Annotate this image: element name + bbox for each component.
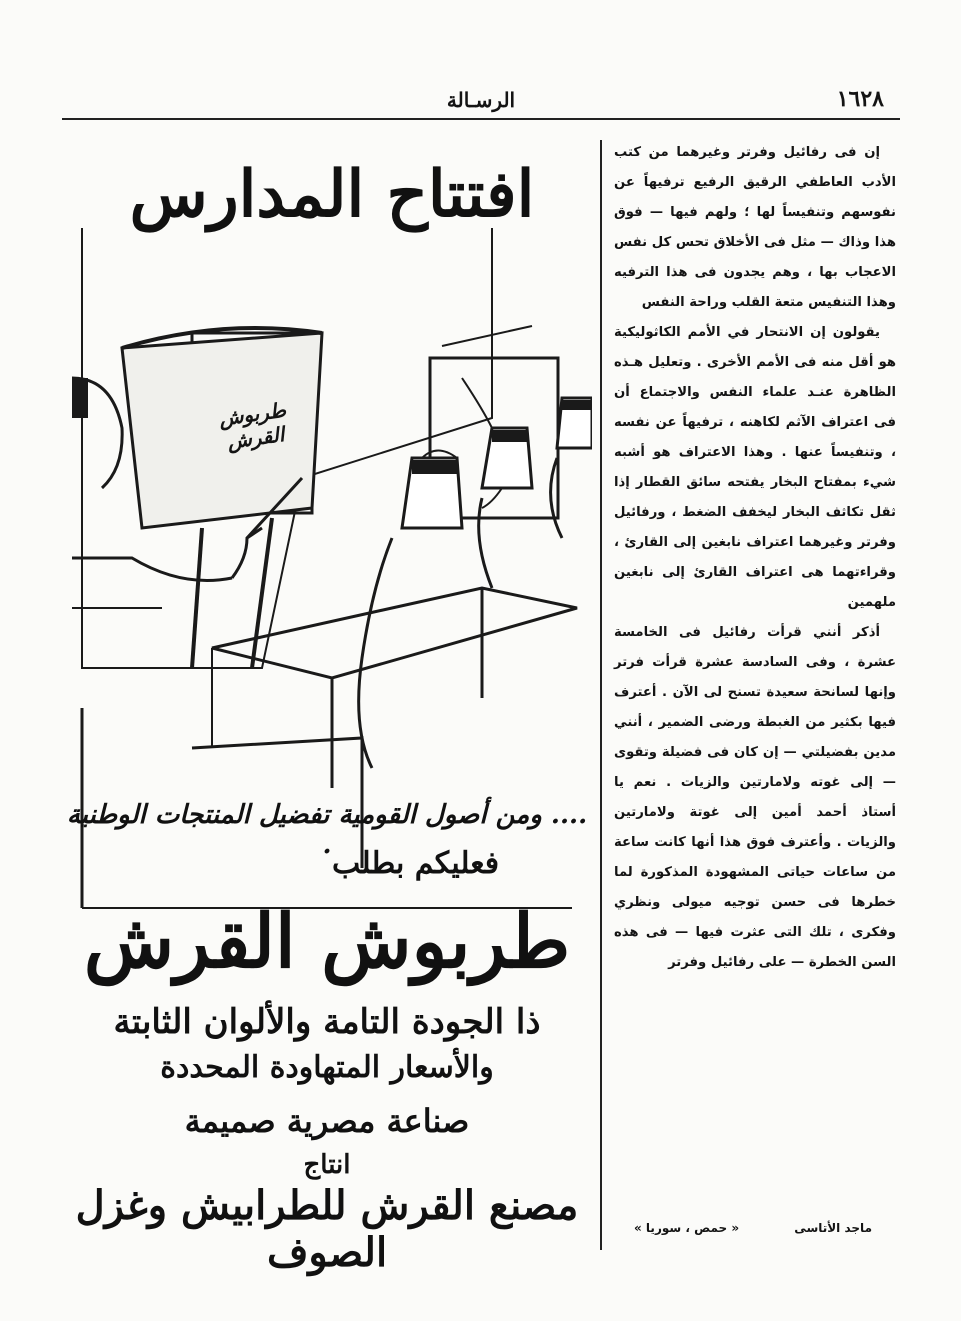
ad-prices: والأسعار المتهاودة المحددة	[160, 1050, 494, 1085]
ad-slogan: .... ومن أصول القومية تفضيل المنتجات الوطنية .	[66, 800, 588, 860]
journal-name: الرسـالة	[446, 88, 516, 112]
ad-production: انتاج	[303, 1150, 351, 1180]
article-paragraph: يقولون إن الانتحار في الأمم الكاثوليكية هو أقل منه فى الأمم الأخرى . وتعليل هـذه الظاهرة عنـد علماء النفس والاجتماع أن فى اعتراف الآثم لكاهنه ، ترفيهاً عن نفسه ، وتنفيساً عنها . وهذا الاعتراف هو أشبه شيء بمفتاح البخار يفتحه سائق القطار إذا ثقل تكاثف البخار ليخفف الضغط ، ورفائيل وفرتر وغيرهما اعتراف نابغين إلى القارئ ، وقراءتهما هى اعتراف القارئ إلى نابغين ملهمين	[614, 325, 896, 610]
ad-quality: ذا الجودة التامة والألوان الثابتة	[113, 1002, 541, 1042]
fez-advertisement	[62, 140, 592, 1276]
article-paragraph: أذكر أنني قرأت رفائيل فى الخامسة عشرة ، وفى السادسة عشرة قرأت فرتر وإنها لسانحة سعيدة تسنح لى الآن . أعترف فيها بكثير من الغبطة ورضى الضمير ، أنني مدين بفضيلتي — إن كان فى فضيلة وتقوى — إلى غوته ولامارتين والزيات . نعم يا أستاذ أحمد أمين إلى غوتة ولامارتين والزيات . وأعترف فوق هذا أنها كانت ساعة من ساعات حياتى المشهودة المذكورة لما خطرها فى حسن توجيه ميولى ونظري وفكرى ، تلك التى عثرت فيها — فى هذه السن الخطرة — على رفائيل وفرتر	[614, 625, 896, 970]
article-signature	[614, 1215, 896, 1245]
ad-brand: طربوش القرش	[83, 899, 571, 985]
article-column	[614, 138, 896, 978]
author-name: ماجد الأتاسى	[794, 1221, 872, 1235]
page-header	[62, 78, 900, 120]
ad-title: افتتاح المدارس	[129, 157, 535, 232]
author-place: « حمص ، سوريا »	[634, 1221, 740, 1235]
page-number: ١٦٢٨	[836, 86, 884, 112]
ad-request: فعليكم بطلب	[332, 846, 500, 881]
ad-made-in: صناعة مصرية صميمة	[184, 1102, 470, 1140]
article-paragraph: إن فى رفائيل وفرتر وغيرهما من كتب الأدب العاطفي الرقيق الرفيع ترفيهاً عن نفوسهم وتنفيساً لها ؛ ولهم فيها — فوق هذا وذاك — مثل فى الأخلاق تحس كل نفس الاعجاب بها ، وهم يجدون فى هذا الترفيه وهذا التنفيس متعة القلب وراحة النفس	[614, 145, 896, 310]
column-divider	[600, 140, 602, 1250]
ad-factory: مصنع القرش للطرابيش وغزل الصوف	[75, 1182, 579, 1276]
fez-brand-label: طربوش القرش	[217, 397, 288, 454]
